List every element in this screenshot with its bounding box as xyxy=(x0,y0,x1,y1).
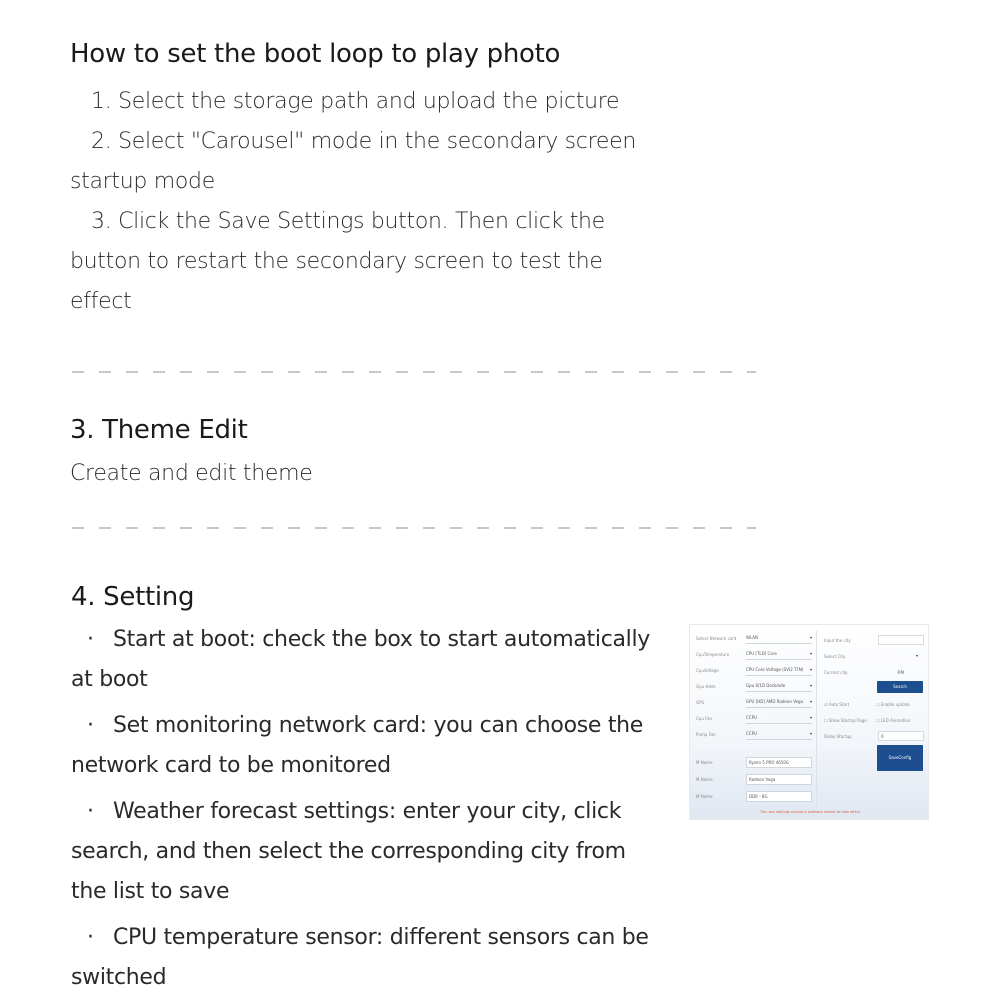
select-city-label: Select City xyxy=(824,654,846,659)
delay-label: Delay Startup xyxy=(824,734,852,739)
setting-row-network xyxy=(696,635,820,643)
setting-item-text: Weather forecast settings: enter your city, click xyxy=(113,799,622,824)
options-row-2 xyxy=(824,717,924,725)
row-label: Select Network card xyxy=(696,636,737,641)
save-config-button[interactable]: SaveConfig xyxy=(877,745,923,771)
boot-loop-steps xyxy=(70,82,670,322)
cpu-voltage-select[interactable]: CPU Core Voltage (SVI2 TFN) ▾ xyxy=(746,667,812,676)
setting-row-gpu-hdds xyxy=(696,683,820,691)
boot-loop-title: How to set the boot loop to play photo xyxy=(70,39,561,69)
name-row-ram xyxy=(696,793,820,801)
led-animation-checkbox[interactable]: ☐ LED Animation xyxy=(876,718,911,723)
show-startup-checkbox[interactable]: ☐ Show Startup Page xyxy=(824,718,867,723)
city-input[interactable] xyxy=(878,635,924,645)
setting-item-text: switched xyxy=(71,965,167,990)
city-label: Input the city xyxy=(824,638,851,643)
theme-title: 3. Theme Edit xyxy=(70,415,248,445)
setting-item-text: network card to be monitored xyxy=(71,753,391,778)
step-2-line-1: 2. Select "Carousel" mode in the secondary screen xyxy=(91,129,636,154)
cpu-fan-select[interactable]: CCPU ▾ xyxy=(746,715,812,724)
bullet: · xyxy=(87,925,94,950)
settings-screenshot xyxy=(689,624,929,820)
chevron-down-icon[interactable]: ▾ xyxy=(915,653,918,658)
row-label: M Name xyxy=(696,777,713,782)
gpu-name-input[interactable]: Radeon Vega xyxy=(746,774,812,785)
gpu-hdds-select[interactable]: Gpu 0/1D Dock/ode ▾ xyxy=(746,683,812,692)
step-3-line-2: button to restart the secondary screen to test the xyxy=(70,249,603,274)
name-row-gpu xyxy=(696,776,820,784)
row-label: Gpu Hdds xyxy=(696,684,716,689)
select-city-row xyxy=(824,653,924,661)
step-3-line-1: 3. Click the Save Settings button. Then click the xyxy=(91,209,605,234)
row-label: M Name xyxy=(696,760,713,765)
setting-item-text: Start at boot: check the box to start automatically xyxy=(113,627,651,652)
divider xyxy=(72,371,756,373)
setting-item-text: Set monitoring network card: you can choose the xyxy=(113,713,644,738)
current-city-value: P.M xyxy=(897,670,904,675)
bullet: · xyxy=(87,713,94,738)
setting-item-cpu-sensor xyxy=(71,918,671,998)
setting-item-network-card xyxy=(71,706,671,786)
row-label: CpuTemperature xyxy=(696,652,730,657)
setting-row-pump-fan xyxy=(696,731,820,739)
setting-list xyxy=(71,620,671,998)
setting-item-text: the list to save xyxy=(71,879,230,904)
setting-section xyxy=(71,579,661,615)
row-label: Pump Fan xyxy=(696,732,716,737)
boot-loop-section xyxy=(70,36,670,72)
theme-description: Create and edit theme xyxy=(70,461,313,486)
bullet: · xyxy=(87,799,94,824)
step-2-line-2: startup mode xyxy=(70,169,215,194)
setting-row-cpu-fan xyxy=(696,715,820,723)
enable-update-checkbox[interactable]: ☐ Enable update xyxy=(876,702,910,707)
pump-fan-select[interactable]: CCPU ▾ xyxy=(746,731,812,740)
name-row-cpu xyxy=(696,759,820,767)
setting-item-text: CPU temperature sensor: different sensors can be xyxy=(113,925,649,950)
setting-item-weather xyxy=(71,792,671,912)
step-1: 1. Select the storage path and upload the picture xyxy=(91,89,620,114)
bullet: · xyxy=(87,627,94,652)
delay-row xyxy=(824,733,924,741)
row-label: GPU xyxy=(696,700,705,705)
restart-note: The new settings require a software restart to take effect xyxy=(759,810,861,814)
cpu-temp-select[interactable]: CPU [TLD] Core ▾ xyxy=(746,651,812,660)
row-label: M Name xyxy=(696,794,713,799)
column-divider xyxy=(816,631,817,807)
city-input-row xyxy=(824,637,924,645)
row-label: Cpu Fan xyxy=(696,716,713,721)
setting-row-cpu-voltage xyxy=(696,667,820,675)
setting-title: 4. Setting xyxy=(71,582,195,612)
step-3-line-3: effect xyxy=(70,289,132,314)
row-label: CpuVoltage xyxy=(696,668,719,673)
cpu-name-input[interactable]: Ryzen 5 PRO 4650G xyxy=(746,757,812,768)
theme-section xyxy=(70,412,670,494)
setting-row-cpu-temp xyxy=(696,651,820,659)
delay-input[interactable]: 0 xyxy=(878,731,924,741)
divider xyxy=(72,527,756,529)
options-row-1 xyxy=(824,701,924,709)
setting-item-text: search, and then select the corresponding city from xyxy=(71,839,626,864)
current-city-row xyxy=(824,669,924,677)
setting-row-gpu xyxy=(696,699,820,707)
current-city-label: Current city xyxy=(824,670,848,675)
auto-start-checkbox[interactable]: ☑ Auto Start xyxy=(824,702,850,707)
network-select[interactable]: WLAN ▾ xyxy=(746,635,812,644)
search-button[interactable]: Search xyxy=(877,681,923,693)
setting-item-text: at boot xyxy=(71,667,148,692)
ram-name-input[interactable]: DDR - 8G xyxy=(746,791,812,802)
setting-item-start-at-boot xyxy=(71,620,671,700)
gpu-select[interactable]: GPU [HD] AMD Radeon Vega ▾ xyxy=(746,699,812,708)
